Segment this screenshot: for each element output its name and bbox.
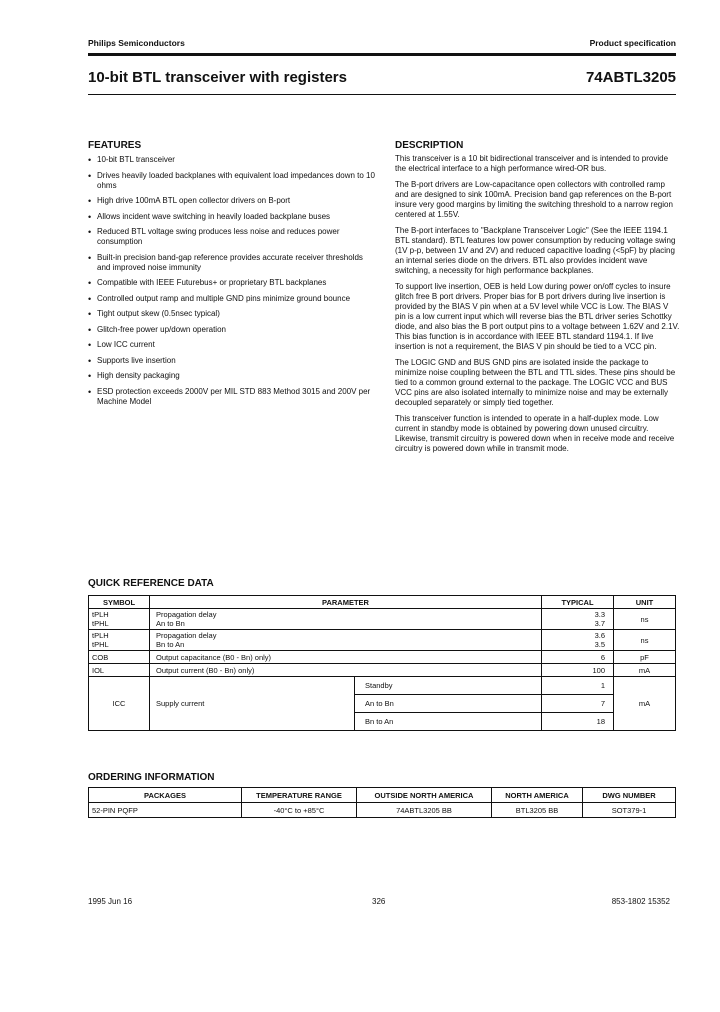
company-name: Philips Semiconductors (88, 38, 185, 48)
table-row (89, 664, 676, 677)
symbol-cell: tPHL (92, 640, 109, 649)
table-row (89, 609, 676, 630)
parameter-cell: Bn to An (156, 640, 185, 649)
col-unit: UNIT (614, 596, 676, 609)
quick-ref-heading: QUICK REFERENCE DATA (88, 578, 214, 589)
doc-type: Product specification (589, 38, 676, 48)
feature-item: • Reduced BTL voltage swing produces less noise and reduces power consumption (88, 227, 378, 247)
dwg-number-cell: SOT379-1 (583, 803, 676, 818)
col-temperature: TEMPERATURE RANGE (242, 788, 357, 803)
symbol-cell: tPLH (92, 631, 109, 640)
col-dwg-number: DWG NUMBER (583, 788, 676, 803)
footer-page-number: 326 (372, 897, 386, 906)
feature-item: • Allows incident wave switching in heavily loaded backplane buses (88, 212, 378, 222)
description-paragraph: This transceiver function is intended to operate in a half-duplex mode. Low current in standby mode is obtained by powering down unused circuitry. Likewise, transmit circuitry is powered down when in receive mode and receive circuitry is powered down while in transmit mode. (395, 414, 675, 453)
typical-cell: 100 (542, 664, 614, 677)
description-paragraph: The LOGIC GND and BUS GND pins are isolated inside the package to minimize noise coupling between the BTL and TTL sides. These pins should be tied to a common ground external to the package. The LOGIC VCC and BUS VCC pins are also isolated internally to minimize noise and may be externally decoupled separately or simply tied together. (395, 358, 676, 407)
condition-cell: An to Bn (355, 695, 542, 713)
quick-ref-table (88, 595, 676, 731)
header-rule-top (88, 53, 676, 56)
feature-item: • ESD protection exceeds 2000V per MIL STD 883 Method 3015 and 200V per Machine Model (88, 387, 378, 407)
feature-item: • High drive 100mA BTL open collector drivers on B-port (88, 196, 378, 206)
description-paragraph: The B-port interfaces to "Backplane Transceiver Logic" (See the IEEE 1194.1 BTL standard). BTL features low power consumption by reducing voltage swing (1V p-p, between 1V and 2V) and reduced capacitive loading (<5pF) by placing an internal series diode on the drivers. BTL also provides incident wave switching, a necessity for high performance backplanes. (395, 226, 676, 275)
package-cell: 52-PIN PQFP (89, 803, 242, 818)
unit-cell: ns (614, 609, 676, 630)
typical-cell: 3.5 (594, 640, 605, 649)
condition-cell: Standby (355, 677, 542, 695)
parameter-cell: Supply current (150, 677, 355, 731)
symbol-cell: tPHL (92, 619, 109, 628)
parameter-cell: Output capacitance (B0 - Bn) only) (150, 651, 542, 664)
typical-cell: 6 (542, 651, 614, 664)
table-header-row (89, 788, 676, 803)
symbol-cell: IOL (89, 664, 150, 677)
col-packages: PACKAGES (89, 788, 242, 803)
col-symbol: SYMBOL (89, 596, 150, 609)
feature-item: • Compatible with IEEE Futurebus+ or proprietary BTL backplanes (88, 278, 378, 288)
unit-cell: mA (614, 664, 676, 677)
symbol-cell: ICC (89, 677, 150, 731)
symbol-cell: tPLH (92, 610, 109, 619)
parameter-cell: Output current (B0 - Bn) only) (150, 664, 542, 677)
feature-item: • Supports live insertion (88, 356, 378, 366)
parameter-cell: Propagation delay (156, 610, 217, 619)
description-paragraph: The B-port drivers are Low-capacitance open collectors with controlled ramp and are designed to sink 100mA. Precision band gap references on the B-port insure very good margins by limiting the switching threshold to a narrow region centered at 1.55V. (395, 180, 673, 219)
description-paragraph: To support live insertion, OEB is held Low during power on/off cycles to insure glitch free B port drivers. Proper bias for B port drivers during live insertion is provided by the BIAS V pin when at a 5V level while VCC is Low. The BIAS V pin is a low current input which will reverse bias the BTL driver series Schottky diode, and also bias the B port output pins to a voltage between 1.62V and 2.1V. This bias function is in accordance with IEEE BTL standard 1194.1. If live insertion is not a requirement, the BIAS V pin should be tied to a VCC pin. (395, 282, 680, 351)
features-heading: FEATURES (88, 140, 142, 151)
typical-cell: 7 (542, 695, 614, 713)
typical-cell: 18 (542, 713, 614, 731)
feature-item: • High density packaging (88, 371, 378, 381)
unit-cell: ns (614, 630, 676, 651)
page-title: 10-bit BTL transceiver with registers (88, 69, 347, 86)
feature-item: • Low ICC current (88, 340, 378, 350)
ordering-heading: ORDERING INFORMATION (88, 772, 215, 783)
col-north-america: NORTH AMERICA (492, 788, 583, 803)
typical-cell: 3.6 (594, 631, 605, 640)
col-parameter: PARAMETER (150, 596, 542, 609)
feature-item: • Controlled output ramp and multiple GND pins minimize ground bounce (88, 294, 378, 304)
table-header-row (89, 596, 676, 609)
footer-date: 1995 Jun 16 (88, 897, 133, 906)
unit-cell: mA (614, 677, 676, 731)
feature-item: • 10-bit BTL transceiver (88, 155, 378, 165)
features-list (88, 155, 378, 412)
typical-cell: 3.7 (594, 619, 605, 628)
parameter-cell: An to Bn (156, 619, 185, 628)
feature-item: • Drives heavily loaded backplanes with equivalent load impedances down to 10 ohms (88, 171, 378, 191)
symbol-cell: COB (89, 651, 150, 664)
col-outside-na: OUTSIDE NORTH AMERICA (357, 788, 492, 803)
table-row (89, 651, 676, 664)
typical-cell: 1 (542, 677, 614, 695)
feature-item: • Tight output skew (0.5nsec typical) (88, 309, 378, 319)
description-paragraph: This transceiver is a 10 bit bidirectional transceiver and is intended to provide the electrical interface to a high performance wired-OR bus. (395, 154, 669, 173)
typical-cell: 3.3 (594, 610, 605, 619)
north-america-cell: BTL3205 BB (492, 803, 583, 818)
ordering-table (88, 787, 676, 818)
outside-na-cell: 74ABTL3205 BB (357, 803, 492, 818)
condition-cell: Bn to An (355, 713, 542, 731)
col-typical: TYPICAL (542, 596, 614, 609)
table-row (89, 630, 676, 651)
description-heading: DESCRIPTION (395, 140, 464, 151)
header-rule-bottom (88, 94, 676, 95)
unit-cell: pF (614, 651, 676, 664)
table-row (89, 803, 676, 818)
footer-doc-code: 853-1802 15352 (611, 897, 670, 906)
feature-item: • Glitch-free power up/down operation (88, 325, 378, 335)
parameter-cell: Propagation delay (156, 631, 217, 640)
table-row (89, 677, 676, 695)
feature-item: • Built-in precision band-gap reference provides accurate receiver thresholds and improved noise immunity (88, 253, 378, 273)
temperature-cell: -40°C to +85°C (242, 803, 357, 818)
part-number: 74ABTL3205 (585, 69, 676, 86)
description-body (395, 154, 680, 460)
